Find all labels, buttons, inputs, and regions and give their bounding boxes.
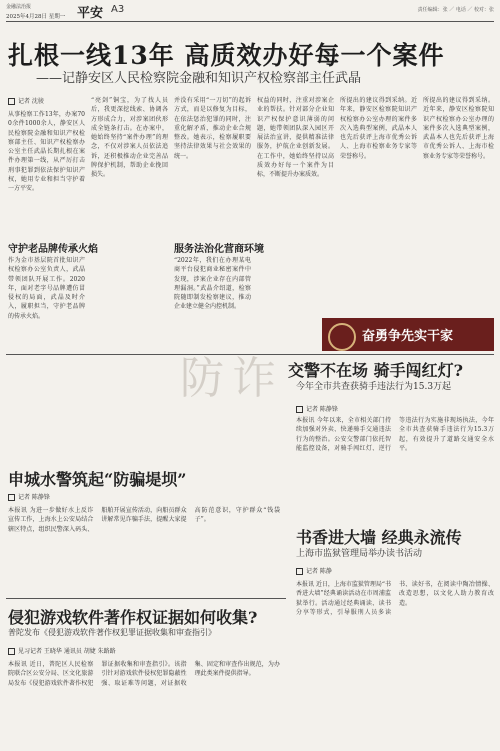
byline-square-icon bbox=[8, 98, 15, 105]
ip-body: 本报讯 近日，普陀区人民检察院联合区公安分局、区文化旅游局发布《侵犯游戏软件著作权犯罪证据收集和审查指引》。该指引针对游戏软件侵权犯罪隐蔽性强、取证难等问题，对证据收集、固定和审查作出规范，为办理此类案件提供指导。 bbox=[8, 661, 280, 687]
byline-square-icon bbox=[296, 568, 303, 575]
fraud-body: 本报讯 为进一步做好水上反诈宣传工作，上海水上公安局结合辖区特点，组织民警深入码头、船舶开展宣传活动，向船员群众讲解常见诈骗手法，提醒大家提高防范意识，守护群众“钱袋子”。 bbox=[8, 507, 280, 533]
fraud-byline: 记者 陈静锋 bbox=[8, 492, 50, 501]
main-col4: 权益的同时，注重对涉案企业的帮扶。针对部分企业知识产权保护意识薄弱的问题，她带领团队深入园区开展法治宣讲，提供精准法律服务，护航企业创新发展。在工作中，她始终坚持以高质效办好每一个案件为目标，不断提升办案质效。 bbox=[257, 97, 334, 179]
banner-text: 奋勇争先实干家 bbox=[362, 329, 454, 344]
header-rule bbox=[6, 21, 494, 22]
book-byline: 记者 陈静 bbox=[296, 566, 332, 575]
book-headline: 书香进大墙 经典永流传 bbox=[296, 528, 462, 547]
main-col3-para1: 并没有采用“一刀切”的起诉方式，而是以修复为目标，在依法惩治犯罪的同时，注重化解矛盾，推动企业合规整改。她表示，检察履职要坚持法律效果与社会效果的统一。 bbox=[174, 97, 251, 160]
main-section-title-1: 守护老品牌传承火焰 bbox=[8, 244, 98, 255]
ip-subheadline: 普陀发布《侵犯游戏软件著作权犯罪证据收集和审查指引》 bbox=[8, 628, 216, 637]
traffic-subheadline: 今年全市共查获骑手违法行为15.3万起 bbox=[296, 382, 452, 392]
traffic-headline: 交警不在场 骑手闯红灯? bbox=[288, 361, 463, 380]
section-name: 平安 bbox=[77, 6, 104, 21]
main-col1-para2: 作为金市基层院首批知识产权检察办公室负责人，武晶带领团队开展工作。2020年，面对老字号品牌遭仿冒侵权的局面，武晶及时介入，履职担当，守护老品牌的传承火焰。 bbox=[8, 257, 85, 320]
ip-headline: 侵犯游戏软件著作权证据如何收集? bbox=[8, 608, 258, 627]
ip-divider bbox=[6, 598, 286, 599]
traffic-byline: 记者 陈静锋 bbox=[296, 404, 338, 413]
byline-square-icon bbox=[8, 648, 15, 655]
book-body: 本报讯 近日，上海市监狱管理局“书香进大墙”经典诵读活动在市周浦监狱举行。活动通过经典诵读、读书分享等形式，引导服刑人员多读书、读好书，在阅读中陶冶情操、改造思想，以文化人助力教育改造。 bbox=[296, 581, 494, 616]
banner-image bbox=[322, 318, 494, 351]
ip-byline: 见习记者 王晓华 通讯员 胡婕 朱路路 bbox=[8, 646, 116, 655]
page-number: A3 bbox=[111, 4, 125, 15]
main-section-title-2: 服务法治化营商环境 bbox=[174, 244, 264, 255]
book-subheadline: 上海市监狱管理局举办读书活动 bbox=[296, 549, 423, 559]
main-byline bbox=[8, 96, 44, 105]
watermark-text: 防诈 bbox=[180, 353, 284, 404]
badge-icon bbox=[328, 323, 356, 351]
traffic-body: 本报讯 今年以来，全市相关部门持续加强对外卖、快递骑手交通违法行为的整治。公安交警部门依托智能监控设备，对骑手闯红灯、逆行等违法行为实施非现场执法，今年全市共查获骑手违法行为15.3万起，有效提升了道路交通安全水平。 bbox=[296, 417, 494, 452]
issue-date: 2025年4月28日 星期一 bbox=[6, 14, 66, 20]
byline-square-icon bbox=[8, 494, 15, 501]
editor-info: 责任编辑：张 ／ 电话 ／ 校对：张 bbox=[417, 7, 494, 13]
byline-square-icon bbox=[296, 406, 303, 413]
main-headline: 扎根一线13年 高质效办好每一个案件 bbox=[8, 41, 445, 70]
main-col6: 所提出的建议得到采纳。近年来，静安区检察院知识产权检察办公室办理的案件多次入选典型案例，武晶本人也先后获评上海市优秀公诉人、上海市检察业务专家等荣誉称号。 bbox=[423, 97, 494, 160]
fraud-headline: 申城水警筑起“防骗堤坝” bbox=[8, 470, 187, 489]
main-col1-para1: 从事检察工作13年，办案700余件1000余人，静安区人民检察院金融和知识产权检察部主任、知识产权检察办公室主任武晶长期扎根在案件办理第一线，从严厉打击刑事犯罪到依法保护知识产权，她用专业和担当守护着一方平安。 bbox=[8, 111, 85, 193]
main-col3-para2: “2022年，我们在办理某电商平台侵犯商业秘密案件中发现，涉案企业存在内部管理漏洞。”武晶介绍道，检察院随即制发检察建议，推动企业建立健全内控机制。 bbox=[174, 257, 251, 311]
main-col5: 所提出的建议得到采纳。近年来，静安区检察院知识产权检察办公室办理的案件多次入选典型案例，武晶本人也先后获评上海市优秀公诉人、上海市检察业务专家等荣誉称号。 bbox=[340, 97, 417, 160]
main-col2: “亮剑”铜宝，为了找人员后，我更深挖线索、协调各方形成合力，对涉案团伙形成全链条打击。在办案中，她始终坚持“案件办理”的理念，不仅对涉案人员依法追诉，还积极推动企业完善品牌保护机制，帮助企业挽回损失。 bbox=[91, 97, 168, 179]
byline-text: 记者 沈骏 bbox=[18, 98, 44, 105]
main-subheadline: ——记静安区人民检察院金融和知识产权检察部主任武晶 bbox=[36, 71, 362, 86]
paper-name: 金融法治报 bbox=[6, 4, 32, 10]
